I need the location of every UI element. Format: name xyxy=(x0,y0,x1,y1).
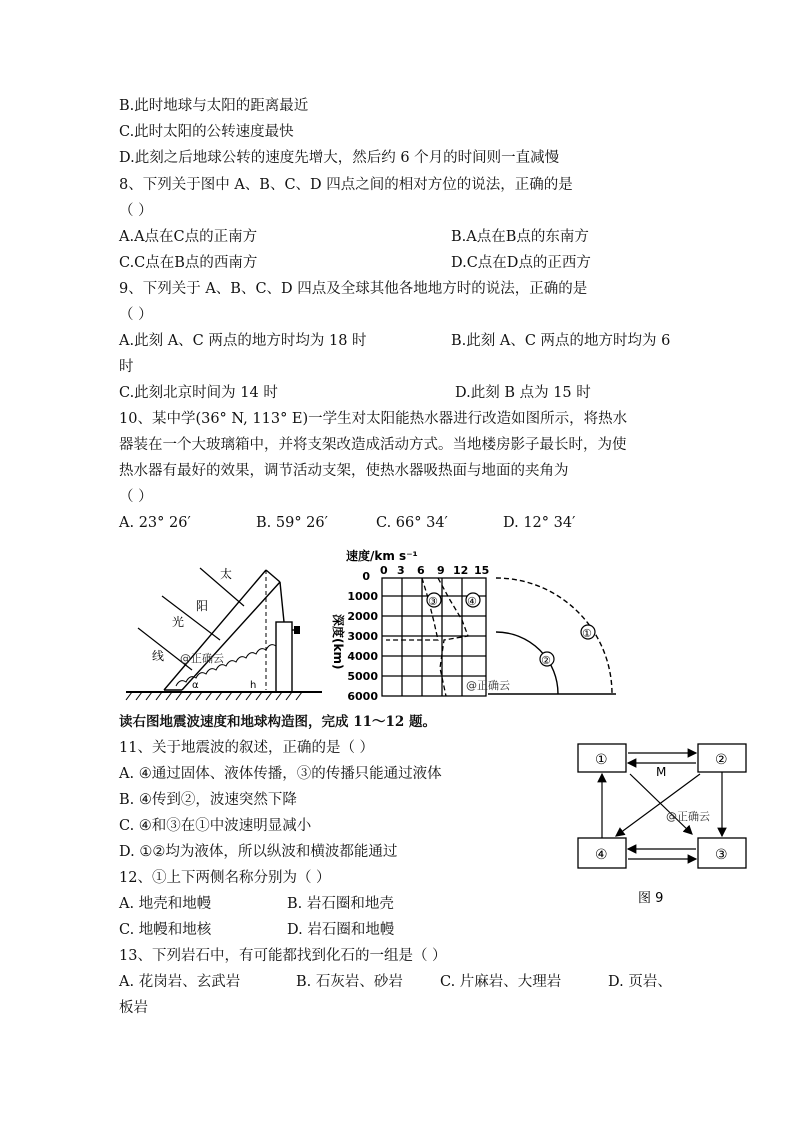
q11-option-a: A. ④通过固体、液体传播，③的传播只能通过液体 xyxy=(119,766,442,782)
depth-tick-6000: 6000 xyxy=(347,690,378,703)
speed-axis-label: 速度/km s⁻¹ xyxy=(346,549,418,563)
q12-option-b: B. 岩石圈和地壳 xyxy=(287,896,394,912)
curve-3-label: ③ xyxy=(428,595,438,608)
q9-answer-paren: （ ） xyxy=(119,307,153,323)
q10-answer-paren: （ ） xyxy=(119,489,153,505)
fig9-watermark: @正确云 xyxy=(666,810,710,823)
depth-tick-0: 0 xyxy=(362,570,370,583)
q8-option-c: C.C点在B点的西南方 xyxy=(119,255,258,271)
intro-11-12: 读右图地震波速度和地球构造图，完成 11～12 题。 xyxy=(119,714,436,730)
layer-2-label: ② xyxy=(541,654,551,667)
speed-tick-9: 9 xyxy=(437,564,445,577)
label-tai: 太 xyxy=(220,567,233,581)
q10-option-b: B. 59° 26′ xyxy=(256,515,328,531)
q10-option-a: A. 23° 26′ xyxy=(119,515,191,531)
q9-option-b-cont: 时 xyxy=(119,359,134,375)
q10-line-1: 10、某中学(36° N, 113° E)一学生对太阳能热水器进行改造如图所示，将热水 xyxy=(119,411,628,427)
speed-tick-15: 15 xyxy=(474,564,490,577)
q9-option-c: C.此刻北京时间为 14 时 xyxy=(119,385,278,401)
fig9-caption: 图 9 xyxy=(638,891,664,906)
q8-option-d: D.C点在D点的正西方 xyxy=(451,255,591,271)
q9-option-a: A.此刻 A、C 两点的地方时均为 18 时 xyxy=(119,333,367,349)
q9-stem: 9、下列关于 A、B、C、D 四点及全球其他各地地方时的说法，正确的是 xyxy=(119,281,588,297)
box-4-label: ④ xyxy=(595,847,608,863)
q13-option-a: A. 花岗岩、玄武岩 xyxy=(119,974,241,990)
q13-option-d-cont: 板岩 xyxy=(119,1000,148,1016)
q13-option-c: C. 片麻岩、大理岩 xyxy=(440,974,562,990)
label-yang: 阳 xyxy=(196,599,209,613)
q8-option-b: B.A点在B点的东南方 xyxy=(451,229,589,245)
q10-line-2: 器装在一个大玻璃箱中，并将支架改造成活动方式。当地楼房影子最长时，为使 xyxy=(119,437,627,453)
q7-option-d: D.此刻之后地球公转的速度先增大，然后约 6 个月的时间则一直减慢 xyxy=(119,150,560,166)
depth-axis-label: 深度(km) xyxy=(331,614,345,670)
q10-line-3: 热水器有最好的效果，调节活动支架，使热水器吸热面与地面的夹角为 xyxy=(119,463,569,479)
figure-9-cycle-diagram xyxy=(570,738,770,910)
depth-tick-5000: 5000 xyxy=(347,670,378,683)
label-xian: 线 xyxy=(152,649,165,663)
speed-tick-6: 6 xyxy=(417,564,425,577)
curve-4-label: ④ xyxy=(467,595,477,608)
q9-option-b: B.此刻 A、C 两点的地方时均为 6 xyxy=(451,333,671,349)
q8-answer-paren: （ ） xyxy=(119,203,153,219)
q7-option-c: C.此时太阳的公转速度最快 xyxy=(119,124,294,140)
label-h: h xyxy=(250,680,257,691)
q7-option-b: B.此时地球与太阳的距离最近 xyxy=(119,98,309,114)
speed-tick-0: 0 xyxy=(380,564,388,577)
q13-option-b: B. 石灰岩、砂岩 xyxy=(296,974,403,990)
layer-1-label: ① xyxy=(582,627,592,640)
label-alpha: α xyxy=(192,680,199,691)
heater-watermark: @正确云 xyxy=(180,652,224,665)
speed-tick-3: 3 xyxy=(397,564,405,577)
q11-option-d: D. ①②均为液体，所以纵波和横波都能通过 xyxy=(119,844,398,860)
depth-tick-1000: 1000 xyxy=(347,590,378,603)
box-3-label: ③ xyxy=(715,847,728,863)
q13-option-d: D. 页岩、 xyxy=(608,974,672,990)
q11-option-c: C. ④和③在①中波速明显减小 xyxy=(119,818,312,834)
q10-option-d: D. 12° 34′ xyxy=(503,515,576,531)
depth-tick-2000: 2000 xyxy=(347,610,378,623)
speed-tick-12: 12 xyxy=(453,564,469,577)
quake-watermark: @正确云 xyxy=(466,679,510,692)
q11-option-b: B. ④传到②，波速突然下降 xyxy=(119,792,297,808)
q11-stem: 11、关于地震波的叙述，正确的是（ ） xyxy=(119,740,375,756)
q12-stem: 12、①上下两侧名称分别为（ ） xyxy=(119,870,331,886)
label-guang: 光 xyxy=(172,615,185,629)
solar-heater-figure xyxy=(124,548,324,704)
depth-tick-4000: 4000 xyxy=(347,650,378,663)
box-1-label: ① xyxy=(595,752,608,768)
q12-option-c: C. 地幔和地核 xyxy=(119,922,212,938)
q8-option-a: A.A点在C点的正南方 xyxy=(119,229,258,245)
q12-option-a: A. 地壳和地幔 xyxy=(119,896,212,912)
seismic-wave-figure xyxy=(326,544,626,706)
depth-tick-3000: 3000 xyxy=(347,630,378,643)
label-m: M xyxy=(656,765,667,779)
q10-option-c: C. 66° 34′ xyxy=(376,515,448,531)
q8-stem: 8、下列关于图中 A、B、C、D 四点之间的相对方位的说法，正确的是 xyxy=(119,177,573,193)
q13-stem: 13、下列岩石中，有可能都找到化石的一组是（ ） xyxy=(119,948,447,964)
q12-option-d: D. 岩石圈和地幔 xyxy=(287,922,395,938)
q9-option-d: D.此刻 B 点为 15 时 xyxy=(455,385,591,401)
box-2-label: ② xyxy=(715,752,728,768)
